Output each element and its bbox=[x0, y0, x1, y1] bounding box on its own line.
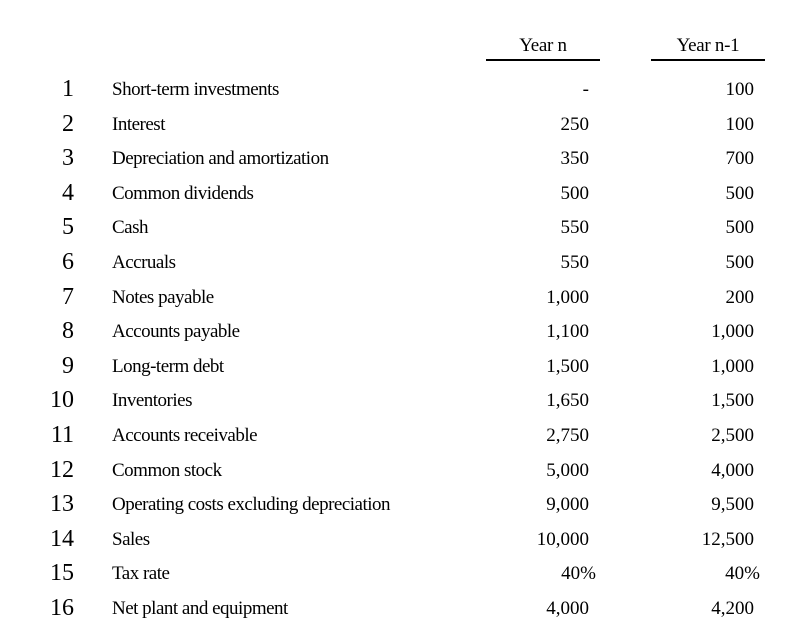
column-header-year-n-minus-1: Year n-1 bbox=[676, 35, 740, 56]
value-year-n-minus-1: 500 bbox=[725, 251, 754, 273]
row-number: 10 bbox=[50, 387, 74, 414]
table-row bbox=[0, 245, 798, 280]
row-number: 12 bbox=[50, 456, 74, 483]
row-label: Depreciation and amortization bbox=[112, 148, 329, 170]
row-number: 16 bbox=[50, 594, 74, 621]
row-label: Notes payable bbox=[112, 286, 214, 308]
row-label: Cash bbox=[112, 217, 148, 239]
value-year-n-minus-1: 40% bbox=[725, 563, 760, 585]
row-number: 1 bbox=[62, 76, 74, 102]
row-number: 9 bbox=[62, 352, 74, 379]
value-year-n-minus-1: 4,000 bbox=[711, 459, 754, 481]
value-year-n: 500 bbox=[560, 182, 589, 204]
value-year-n-minus-1: 2,500 bbox=[711, 424, 754, 446]
value-year-n: 550 bbox=[560, 217, 589, 239]
value-year-n-minus-1: 1,500 bbox=[711, 390, 754, 412]
value-year-n: 5,000 bbox=[546, 459, 589, 481]
table-row bbox=[0, 453, 798, 488]
row-label: Common dividends bbox=[112, 182, 254, 204]
table-row bbox=[0, 487, 798, 522]
header-underline-year-n-minus-1 bbox=[651, 59, 765, 61]
value-year-n-minus-1: 12,500 bbox=[701, 528, 754, 550]
financial-data-table bbox=[0, 72, 798, 626]
table-row bbox=[0, 176, 798, 211]
table-row bbox=[0, 280, 798, 315]
row-label: Sales bbox=[112, 528, 150, 550]
value-year-n: 1,500 bbox=[546, 355, 589, 377]
table-row bbox=[0, 383, 798, 418]
row-label: Common stock bbox=[112, 459, 222, 481]
table-row bbox=[0, 522, 798, 557]
row-label: Accounts receivable bbox=[112, 424, 258, 446]
row-number: 6 bbox=[62, 248, 74, 275]
table-row bbox=[0, 591, 798, 626]
value-year-n: 550 bbox=[560, 251, 589, 273]
header-underline-year-n bbox=[486, 59, 600, 61]
row-number: 4 bbox=[62, 179, 74, 206]
table-row bbox=[0, 72, 798, 107]
value-year-n-minus-1: 4,200 bbox=[711, 597, 754, 619]
value-year-n: 40% bbox=[561, 563, 596, 585]
value-year-n-minus-1: 200 bbox=[725, 286, 754, 308]
table-row bbox=[0, 314, 798, 349]
row-label: Interest bbox=[112, 113, 165, 135]
row-number: 5 bbox=[62, 214, 74, 241]
value-year-n: 4,000 bbox=[546, 597, 589, 619]
row-number: 2 bbox=[62, 110, 74, 137]
value-year-n-minus-1: 500 bbox=[725, 217, 754, 239]
table-row bbox=[0, 349, 798, 384]
row-number: 8 bbox=[62, 318, 74, 345]
row-number: 14 bbox=[50, 525, 74, 552]
value-year-n-minus-1: 700 bbox=[725, 148, 754, 170]
value-year-n-minus-1: 100 bbox=[725, 79, 754, 100]
value-year-n: 2,750 bbox=[546, 424, 589, 446]
value-year-n-minus-1: 1,000 bbox=[711, 321, 754, 343]
row-label: Accruals bbox=[112, 251, 176, 273]
value-year-n: 9,000 bbox=[546, 494, 589, 516]
table-row bbox=[0, 418, 798, 453]
row-number: 11 bbox=[50, 421, 74, 448]
row-label: Net plant and equipment bbox=[112, 597, 288, 619]
value-year-n: 1,650 bbox=[546, 390, 589, 412]
row-number: 7 bbox=[62, 283, 74, 310]
value-year-n: 1,000 bbox=[546, 286, 589, 308]
row-number: 13 bbox=[50, 491, 74, 518]
column-header-year-n: Year n bbox=[519, 35, 567, 56]
value-year-n: - bbox=[582, 79, 589, 100]
value-year-n-minus-1: 1,000 bbox=[711, 355, 754, 377]
row-label: Operating costs excluding depreciation bbox=[112, 494, 391, 516]
table-row bbox=[0, 141, 798, 176]
row-label: Inventories bbox=[112, 390, 192, 412]
value-year-n-minus-1: 100 bbox=[725, 113, 754, 135]
value-year-n: 10,000 bbox=[536, 528, 589, 550]
value-year-n-minus-1: 500 bbox=[725, 182, 754, 204]
row-label: Accounts payable bbox=[112, 321, 240, 343]
table-row bbox=[0, 210, 798, 245]
row-number: 15 bbox=[50, 560, 74, 587]
value-year-n: 350 bbox=[560, 148, 589, 170]
row-number: 3 bbox=[62, 145, 74, 172]
table-row bbox=[0, 107, 798, 142]
row-label: Long-term debt bbox=[112, 355, 224, 377]
row-label: Tax rate bbox=[112, 563, 170, 585]
value-year-n: 1,100 bbox=[546, 321, 589, 343]
value-year-n-minus-1: 9,500 bbox=[711, 494, 754, 516]
table-row bbox=[0, 556, 798, 591]
row-label: Short-term investments bbox=[112, 79, 279, 100]
value-year-n: 250 bbox=[560, 113, 589, 135]
